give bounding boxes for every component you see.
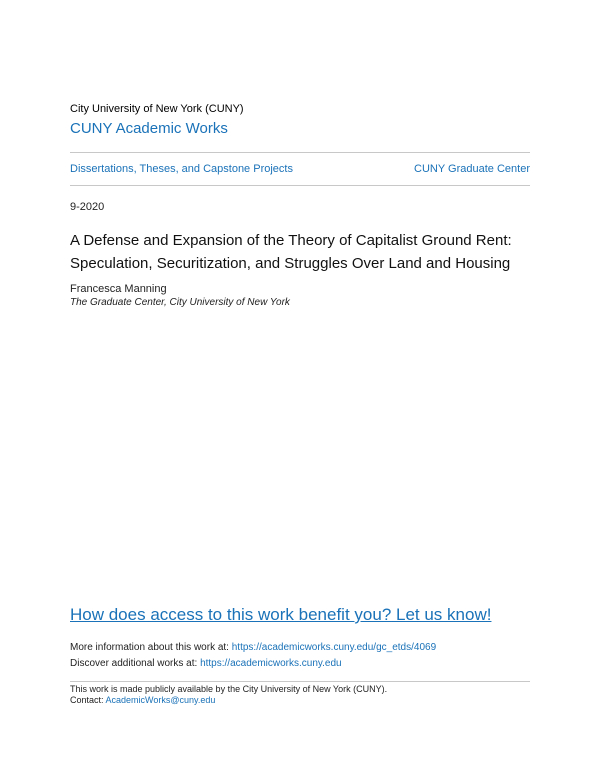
collection-link[interactable]: Dissertations, Theses, and Capstone Projects <box>70 163 293 175</box>
repository-url-link[interactable]: https://academicworks.cuny.edu <box>200 658 342 669</box>
nav-divider <box>70 185 530 186</box>
work-url-link[interactable]: https://academicworks.cuny.edu/gc_etds/4069 <box>231 642 437 653</box>
footer-divider <box>70 681 530 682</box>
publication-date: 9-2020 <box>70 201 105 213</box>
contact-label: Contact: <box>70 695 106 705</box>
contact-email-link[interactable]: AcademicWorks@cuny.edu <box>105 695 216 705</box>
more-info-label: More information about this work at: <box>70 642 232 653</box>
work-title-line-1: A Defense and Expansion of the Theory of Capitalist Ground Rent: <box>70 232 512 249</box>
availability-notice: This work is made publicly available by the City University of New York (CUNY). <box>70 684 388 694</box>
work-title-line-2: Speculation, Securitization, and Struggles Over Land and Housing <box>70 255 511 272</box>
institution-name: City University of New York (CUNY) <box>70 103 244 115</box>
discover-line <box>70 658 342 669</box>
author-name: Francesca Manning <box>70 283 167 295</box>
feedback-link[interactable]: How does access to this work benefit you? Let us know! <box>70 605 492 624</box>
top-divider <box>70 152 530 153</box>
graduate-center-link[interactable]: CUNY Graduate Center <box>414 163 530 175</box>
work-title <box>70 229 540 275</box>
contact-line <box>70 695 215 705</box>
repository-link[interactable]: CUNY Academic Works <box>70 120 228 137</box>
more-info-line <box>70 642 436 653</box>
author-affiliation: The Graduate Center, City University of New York <box>70 297 290 308</box>
discover-label: Discover additional works at: <box>70 658 201 669</box>
